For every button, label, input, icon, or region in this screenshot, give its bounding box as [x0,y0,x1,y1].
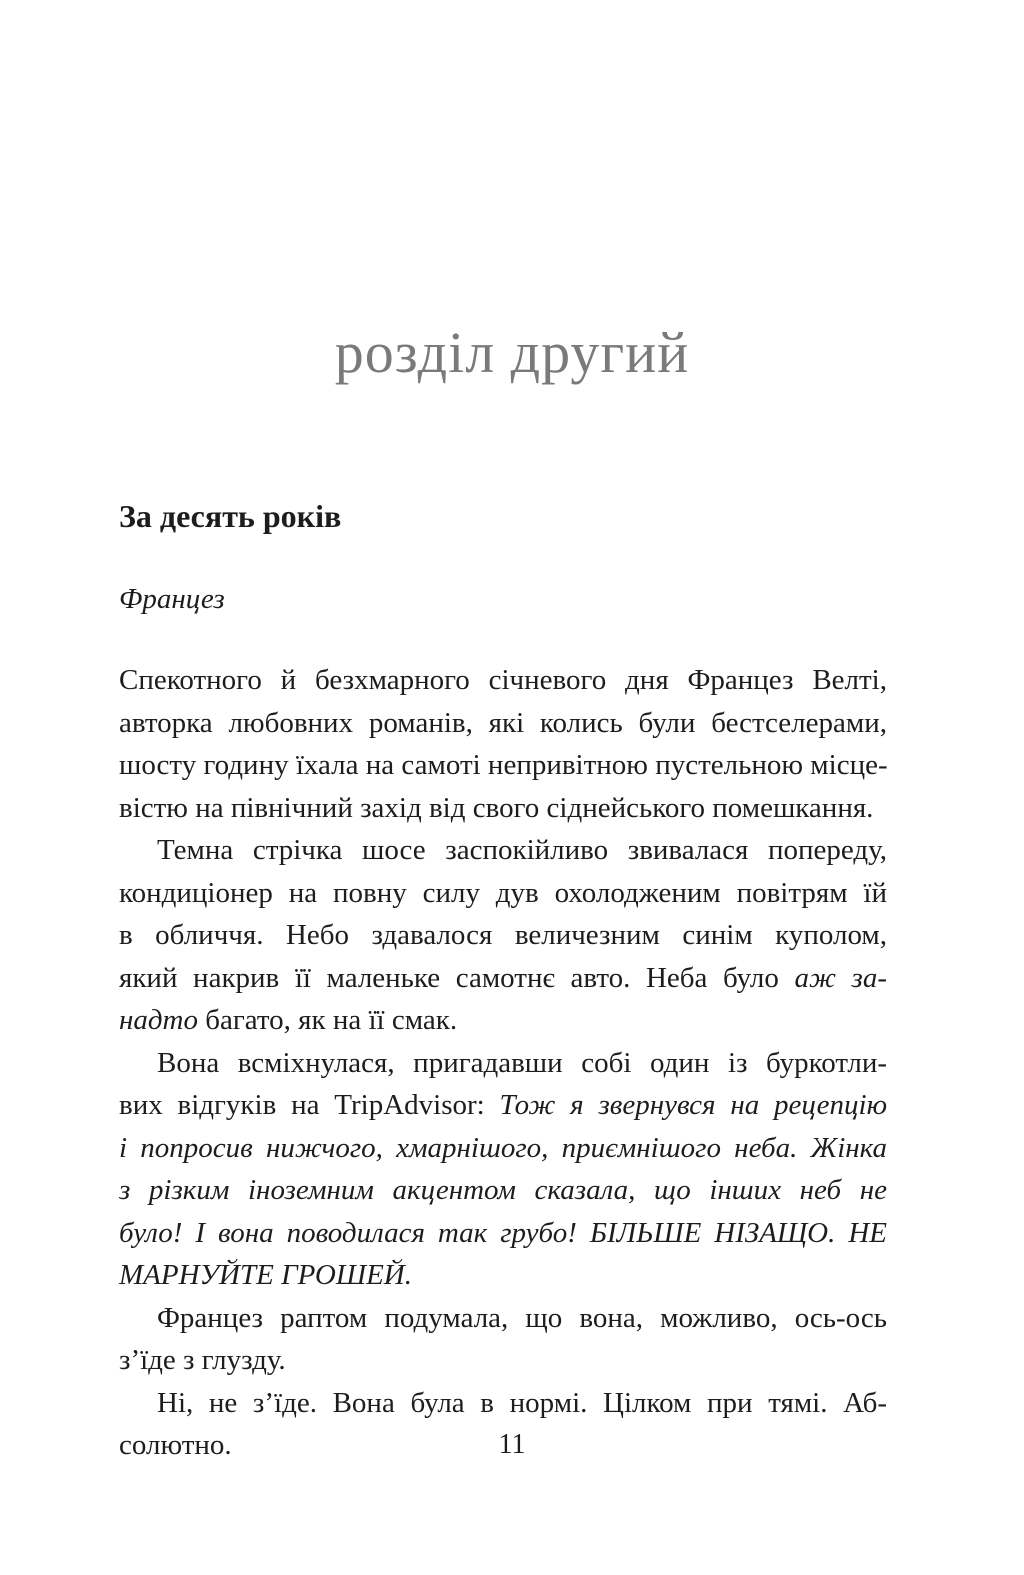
narrator-name: Францез [119,583,225,615]
text-run: : [476,1089,500,1121]
text-line: Францез раптом подумала, що вона, можливо, ось-ось [157,1301,887,1334]
section-heading: За десять років [119,498,342,534]
text-line: в обличчя. Небо здавалося величезним синім куполом, [119,919,887,951]
text-line: солютно. [119,1429,232,1461]
italic-run: було! І вона поводилася так грубо! БІЛЬШЕ НІЗАЩО. НЕ [119,1216,887,1249]
body-text [119,659,887,1467]
text-line: вістю на північний захід від свого сіднейського помешкання. [119,791,874,824]
text-line: Вона всміхнулася, пригадавши собі один із буркотли- [157,1046,887,1079]
italic-run: МАРНУЙТЕ ГРОШЕЙ. [119,1259,413,1291]
text-line: Ні, не з’їде. Вона була в нормі. Цілком при тямі. Аб- [157,1386,887,1419]
text-line: шосту годину їхала на самоті непривітною пустельною місце- [119,749,888,781]
text-run: багато, як на її смак. [198,1004,458,1036]
italic-run: надто [119,1004,198,1036]
text-line [119,957,887,1000]
text-run: який накрив її маленьке самотнє авто. Неба було [119,961,779,994]
text-run: вих відгуків на [119,1089,335,1121]
text-line [119,1127,887,1170]
text-line: кондиціонер на повну силу дув охолодженим повітрям їй [119,876,887,909]
text-line: Темна стрічка шосе заспокійливо звивалася попереду, [157,834,887,866]
page-number: 11 [498,1429,526,1460]
italic-run: і попросив нижчого, хмарнішого, приємнішого неба. Жінка [119,1131,887,1164]
text-line [119,1169,887,1212]
text-line [119,1212,887,1255]
text-line [119,1084,887,1127]
text-line: з’їде з глузду. [119,1344,286,1376]
text-line: Спекотного й безхмарного січневого дня Францез Велті, [119,664,887,696]
chapter-title: розділ другий [334,320,690,385]
italic-run: Тож я звернувся на рецепцію [499,1089,888,1121]
text-line [119,999,887,1042]
italic-run: з різким іноземним акцентом сказала, що інших неб не [119,1174,887,1206]
text-line: авторка любовних романів, які колись були бестселерами, [119,706,887,739]
italic-run: аж за- [794,961,888,994]
brand-run: TripAdvisor [334,1089,477,1121]
text-line [119,1254,887,1297]
